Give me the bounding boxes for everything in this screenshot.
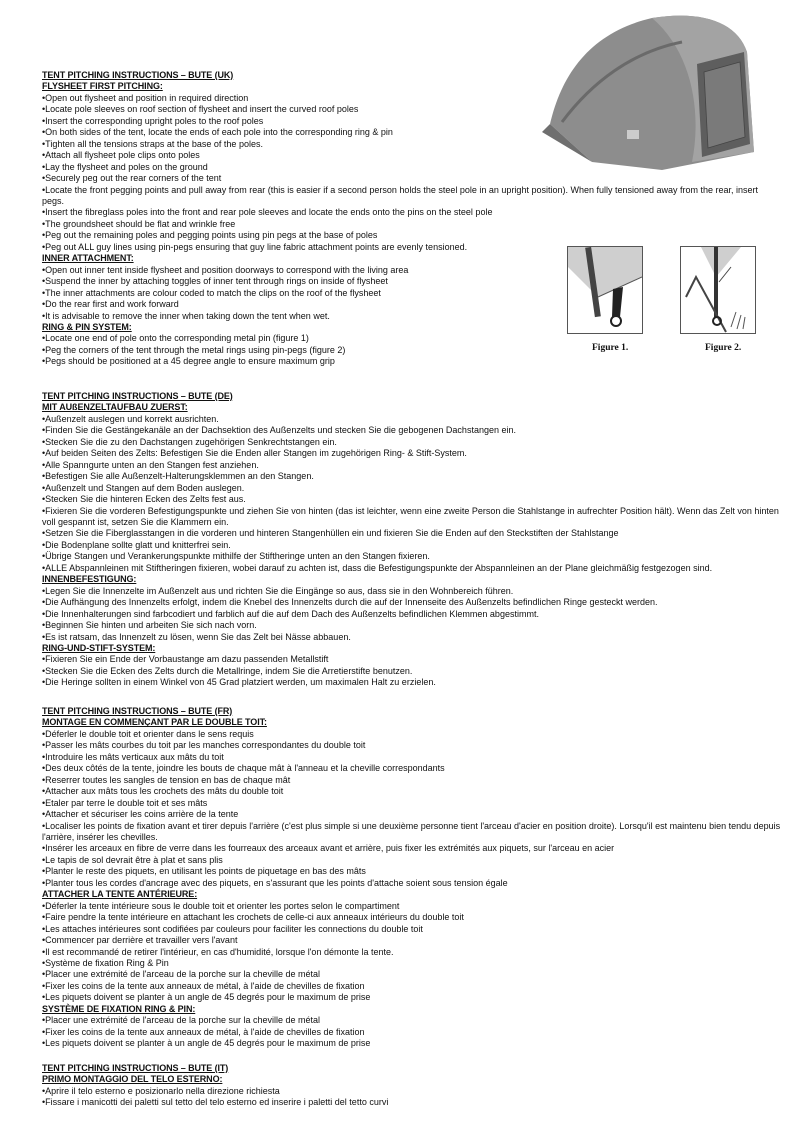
instruction-item: • Locate one end of pole onto the corresponding metal pin (figure 1) <box>42 333 782 344</box>
instruction-item: • On both sides of the tent, locate the ends of each pole into the corresponding ring & pin <box>42 127 782 138</box>
instruction-item: • Fixieren Sie die vorderen Befestigungspunkte und ziehen Sie von hinten (das ist leichter, wenn eine zweite Person die Stahlstange in aufrechter Position hält). Wenn das Zelt von hinten voll gespannt ist, setzen Sie die Klammern ein. <box>42 506 782 529</box>
section-heading: TENT PITCHING INSTRUCTIONS – BUTE (FR) <box>42 706 233 716</box>
instruction-item: • Passer les mâts courbes du toit par les manches correspondantes du double toit <box>42 740 782 751</box>
section-uk <box>42 70 782 368</box>
instruction-item: • Peg out the remaining poles and pegging points using pin pegs at the base of poles <box>42 230 782 241</box>
instruction-item: • Aprire il telo esterno e posizionarlo nella direzione richiesta <box>42 1086 782 1097</box>
instruction-item: • Setzen Sie die Fiberglasstangen in die vorderen und hinteren Stangenhüllen ein und fixieren Sie die Enden auf den Steckstiften der Stahlstange <box>42 528 782 539</box>
instruction-item: • Fixer les coins de la tente aux anneaux de métal, à l'aide de chevilles de fixation <box>42 1027 782 1038</box>
section-heading: SYSTÈME DE FIXATION RING & PIN: <box>42 1003 196 1014</box>
instruction-item: • Die Heringe sollten in einem Winkel von 45 Grad platziert werden, um maximalen Halt zu erzielen. <box>42 677 782 688</box>
instruction-item: • Die Aufhängung des Innenzelts erfolgt, indem die Knebel des Innenzelts durch die auf der Innenseite des Außenzelts befindlichen Ringe gesteckt werden. <box>42 597 782 608</box>
instruction-item: • Open out flysheet and position in required direction <box>42 93 782 104</box>
instruction-item: • Securely peg out the rear corners of the tent <box>42 173 782 184</box>
instruction-item: • Open out inner tent inside flysheet and position doorways to correspond with the living area <box>42 265 782 276</box>
section-it <box>42 1063 782 1109</box>
instruction-item: • Locate the front pegging points and pull away from rear (this is easier if a second person holds the steel pole in an upright position). When fully tensioned away from the rear, insert pegs. <box>42 185 782 208</box>
instruction-item: • Auf beiden Seiten des Zelts: Befestigen Sie die Enden aller Stangen im zugehörigen Ring- & Stift-System. <box>42 448 782 459</box>
instruction-item: • Befestigen Sie alle Außenzelt-Halterungsklemmen an den Stangen. <box>42 471 782 482</box>
instruction-item: • Les piquets doivent se planter à un angle de 45 degrés pour le maximum de prise <box>42 992 782 1003</box>
instruction-item: • Le tapis de sol devrait être à plat et sans plis <box>42 855 782 866</box>
instruction-item: • Außenzelt und Stangen auf dem Boden auslegen. <box>42 483 782 494</box>
instruction-item: • Alle Spanngurte unten an den Stangen fest anziehen. <box>42 460 782 471</box>
instruction-item: • Déferler le double toit et orienter dans le sens requis <box>42 729 782 740</box>
instruction-item: • Système de fixation Ring & Pin <box>42 958 782 969</box>
instruction-item: • Fixieren Sie ein Ende der Vorbaustange am dazu passenden Metallstift <box>42 654 782 665</box>
instruction-item: • Introduire les mâts verticaux aux mâts du toit <box>42 752 782 763</box>
instruction-item: • ALLE Abspannleinen mit Stiftheringen fixieren, wobei darauf zu achten ist, dass die Befestigungspunkte der Abspannleinen an der Plane gleichmäßig festgezogen sind. <box>42 563 782 574</box>
instruction-item: • Insert the corresponding upright poles to the roof poles <box>42 116 782 127</box>
section-heading: INNENBEFESTIGUNG: <box>42 574 137 585</box>
instruction-item: • Insert the fibreglass poles into the front and rear pole sleeves and locate the ends onto the pins on the steel pole <box>42 207 782 218</box>
section-heading: RING-UND-STIFT-SYSTEM: <box>42 642 156 653</box>
instruction-item: • Do the rear first and work forward <box>42 299 782 310</box>
instruction-item: • Etaler par terre le double toit et ses mâts <box>42 798 782 809</box>
section-heading: INNER ATTACHMENT: <box>42 253 134 264</box>
section-heading: RING & PIN SYSTEM: <box>42 321 132 332</box>
instruction-item: • It is advisable to remove the inner when taking down the tent when wet. <box>42 311 782 322</box>
instruction-item: • Placer une extrémité de l'arceau de la porche sur la cheville de métal <box>42 1015 782 1026</box>
section-heading: TENT PITCHING INSTRUCTIONS – BUTE (UK) <box>42 70 234 80</box>
instruction-item: • Es ist ratsam, das Innenzelt zu lösen, wenn Sie das Zelt bei Nässe abbauen. <box>42 632 782 643</box>
section-heading: TENT PITCHING INSTRUCTIONS – BUTE (DE) <box>42 391 233 401</box>
instruction-item: • Il est recommandé de retirer l'intérieur, en cas d'humidité, lorsque l'on démonte la tente. <box>42 947 782 958</box>
instruction-item: • Attach all flysheet pole clips onto poles <box>42 150 782 161</box>
instruction-item: • Peg the corners of the tent through the metal rings using pin-pegs (figure 2) <box>42 345 782 356</box>
instruction-item: • Beginnen Sie hinten und arbeiten Sie sich nach vorn. <box>42 620 782 631</box>
instruction-item: • Stecken Sie die Ecken des Zelts durch die Metallringe, indem Sie die Arretierstifte benutzen. <box>42 666 782 677</box>
instruction-item: • Außenzelt auslegen und korrekt ausrichten. <box>42 414 782 425</box>
section-heading: PRIMO MONTAGGIO DEL TELO ESTERNO: <box>42 1074 223 1085</box>
section-heading: MIT AUßENZELTAUFBAU ZUERST: <box>42 402 188 413</box>
instruction-item: • Déferler la tente intérieure sous le double toit et orienter les portes selon le compartiment <box>42 901 782 912</box>
instruction-item: • Fissare i manicotti dei paletti sul tetto del telo esterno ed inserire i paletti del tetto curvi <box>42 1097 782 1108</box>
instruction-item: • Locate pole sleeves on roof section of flysheet and insert the curved roof poles <box>42 104 782 115</box>
instruction-item: • Tighten all the tensions straps at the base of the poles. <box>42 139 782 150</box>
instruction-item: • Insérer les arceaux en fibre de verre dans les fourreaux des arceaux avant et arrière, puis fixer les extrémités aux piquets, sur l'arceau en acier <box>42 843 782 854</box>
instruction-item: • Pegs should be positioned at a 45 degree angle to ensure maximum grip <box>42 356 782 367</box>
instruction-item: • Commencer par derrière et travailler vers l'avant <box>42 935 782 946</box>
instruction-item: • Finden Sie die Gestängekanäle an der Dachsektion des Außenzelts und stecken Sie die gebogenen Dachstangen ein. <box>42 425 782 436</box>
section-heading: FLYSHEET FIRST PITCHING: <box>42 81 163 92</box>
instruction-item: • Des deux côtés de la tente, joindre les bouts de chaque mât à l'anneau et la cheville correspondants <box>42 763 782 774</box>
instruction-item: • Les attaches intérieures sont codifiées par couleurs pour faciliter les connections du double toit <box>42 924 782 935</box>
instruction-item: • Legen Sie die Innenzelte im Außenzelt aus und richten Sie die Eingänge so aus, dass sie in den Wohnbereich führen. <box>42 586 782 597</box>
section-heading: MONTAGE EN COMMENÇANT PAR LE DOUBLE TOIT: <box>42 717 267 728</box>
section-heading: TENT PITCHING INSTRUCTIONS – BUTE (IT) <box>42 1063 229 1073</box>
section-fr <box>42 706 782 1050</box>
instruction-item: • Planter le reste des piquets, en utilisant les points de piquetage en bas des mâts <box>42 866 782 877</box>
instruction-item: • Attacher aux mâts tous les crochets des mâts du double toit <box>42 786 782 797</box>
instruction-item: • Localiser les points de fixation avant et tirer depuis l'arrière (c'est plus simple si une deuxième personne tient l'arceau d'acier en position droite). Lorsqu'il est maintenu bien tendu depuis l'arrière, insérer les chevilles. <box>42 821 782 844</box>
instruction-item: • Lay the flysheet and poles on the ground <box>42 162 782 173</box>
figure-2-caption: Figure 2. <box>705 343 742 353</box>
instruction-item: • The groundsheet should be flat and wrinkle free <box>42 219 782 230</box>
instruction-item: • Reserrer toutes les sangles de tension en bas de chaque mât <box>42 775 782 786</box>
instruction-item: • Stecken Sie die zu den Dachstangen zugehörigen Senkrechtstangen ein. <box>42 437 782 448</box>
instruction-item: • Die Innenhalterungen sind farbcodiert und farblich auf die auf dem Dach des Außenzelts befindlichen Klemmen abgestimmt. <box>42 609 782 620</box>
instruction-item: • Peg out ALL guy lines using pin-pegs ensuring that guy line fabric attachment points are evenly tensioned. <box>42 242 782 253</box>
instruction-item: • Attacher et sécuriser les coins arrière de la tente <box>42 809 782 820</box>
instruction-item: • Suspend the inner by attaching toggles of inner tent through rings on inside of flysheet <box>42 276 782 287</box>
instruction-item: • Stecken Sie die hinteren Ecken des Zelts fest aus. <box>42 494 782 505</box>
instruction-item: • Faire pendre la tente intérieure en attachant les crochets de celle-ci aux anneaux intérieurs du double toit <box>42 912 782 923</box>
instruction-item: • Planter tous les cordes d'ancrage avec des piquets, en s'assurant que les points d'attache soient sous tension égale <box>42 878 782 889</box>
instruction-item: • Placer une extrémité de l'arceau de la porche sur la cheville de métal <box>42 969 782 980</box>
figure-1-caption: Figure 1. <box>592 343 629 353</box>
instruction-item: • Fixer les coins de la tente aux anneaux de métal, à l'aide de chevilles de fixation <box>42 981 782 992</box>
section-de <box>42 391 782 689</box>
instruction-item: • Les piquets doivent se planter à un angle de 45 degrés pour le maximum de prise <box>42 1038 782 1049</box>
instruction-item: • Übrige Stangen und Verankerungspunkte mithilfe der Stiftheringe unten an den Stangen fixieren. <box>42 551 782 562</box>
section-heading: ATTACHER LA TENTE ANTÉRIEURE: <box>42 889 198 900</box>
instruction-item: • Die Bodenplane sollte glatt und knitterfrei sein. <box>42 540 782 551</box>
instruction-item: • The inner attachments are colour coded to match the clips on the roof of the flysheet <box>42 288 782 299</box>
